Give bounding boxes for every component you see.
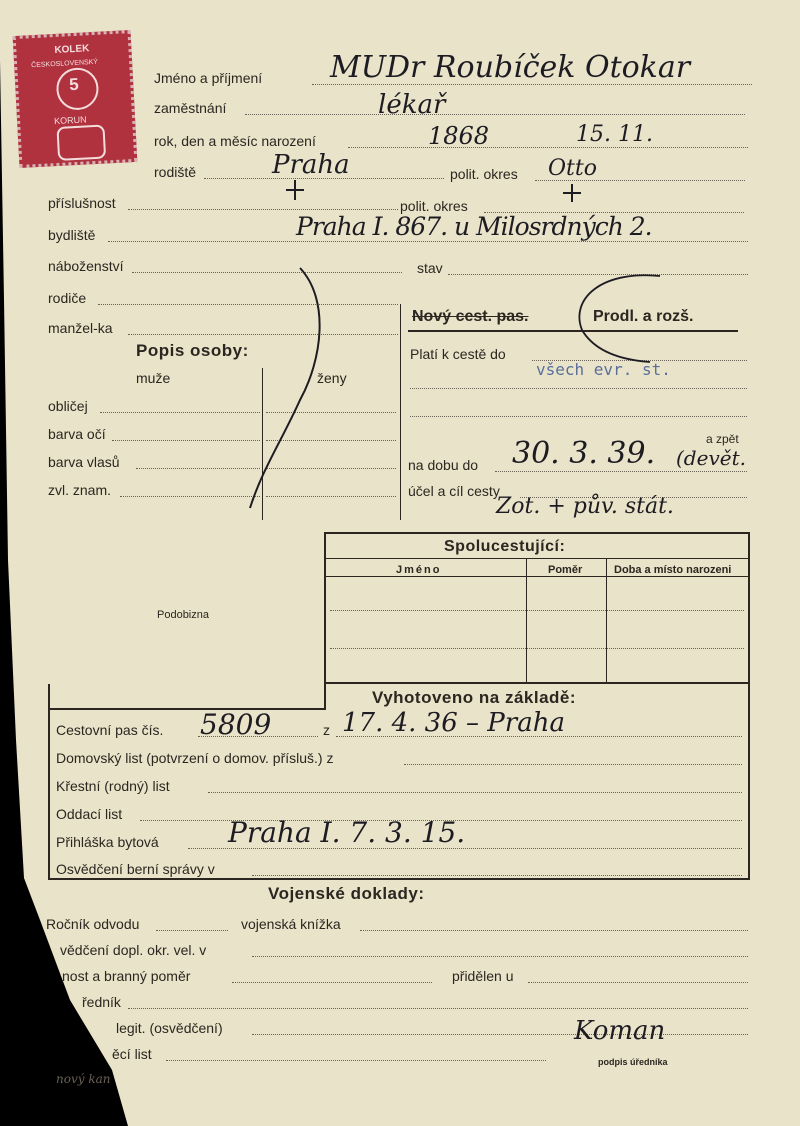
label-cestovni-pas: Cestovní pas čís. xyxy=(56,722,164,738)
line-oblicej xyxy=(100,412,260,413)
label-ucel: účel a cíl cesty xyxy=(408,483,500,499)
table-col-div-2 xyxy=(606,558,607,682)
line-prislusnost xyxy=(128,209,398,210)
label-legit: legit. (osvědčení) xyxy=(116,1020,223,1036)
label-z: z xyxy=(323,722,330,738)
hw-purpose: Zot. + pův. stát. xyxy=(496,494,674,519)
line-osv-dopl xyxy=(252,956,748,957)
line-domovsky xyxy=(404,764,742,765)
label-polit-okres: polit. okres xyxy=(450,166,518,182)
label-plati: Platí k cestě do xyxy=(410,346,506,362)
hw-signature: Koman xyxy=(574,1016,666,1046)
label-pridelen: přidělen u xyxy=(452,968,514,984)
label-vojenska-knizka: vojenská knížka xyxy=(241,916,341,932)
stamp-top-text: KOLEK xyxy=(54,43,90,57)
label-polit-okres2: polit. okres xyxy=(400,198,468,214)
hw-district: Otto xyxy=(548,156,597,181)
heading-vojenske: Vojenské doklady: xyxy=(268,884,425,903)
line-zamestnani xyxy=(245,114,745,115)
line-na-dobu xyxy=(495,471,747,472)
line-plati3 xyxy=(410,416,747,417)
vyhotoveno-step xyxy=(324,684,326,710)
lion-emblem-icon xyxy=(56,124,106,160)
vyhotoveno-top-left xyxy=(48,708,324,710)
line-rodice xyxy=(98,304,398,305)
divider-muze-zeny xyxy=(262,368,263,520)
line-zvl-znam xyxy=(120,496,260,497)
label-na-dobu: na dobu do xyxy=(408,457,479,473)
table-row-line-2 xyxy=(330,648,744,649)
label-urednik: ředník xyxy=(82,994,121,1010)
label-prihlaska: Přihláška bytová xyxy=(56,834,159,850)
label-list: ěcí list xyxy=(112,1046,152,1062)
label-branny: nost a branný poměr xyxy=(62,968,191,984)
line-oblicej-zeny xyxy=(266,412,396,413)
table-rule-1 xyxy=(326,558,748,559)
label-rodiste: rodiště xyxy=(154,164,197,180)
line-osvedceni xyxy=(252,875,742,876)
label-azpet: a zpět xyxy=(706,432,739,446)
hw-year: 1868 xyxy=(428,122,490,150)
line-krestni xyxy=(208,792,742,793)
label-narozeni: rok, den a měsíc narození xyxy=(154,133,316,149)
heading-popis-osoby: Popis osoby: xyxy=(136,341,249,360)
hw-birthplace: Praha xyxy=(272,150,350,180)
hw-return-note: (devět. xyxy=(676,446,746,470)
hw-domicile: Praha I. 867. u Milosrdných 2. xyxy=(296,212,652,241)
col-jmeno: Jméno xyxy=(396,564,442,576)
hw-prihlaska: Praha I. 7. 3. 15. xyxy=(228,816,466,849)
label-rodice: rodiče xyxy=(48,290,87,306)
line-pridelen xyxy=(528,982,748,983)
table-rule-2 xyxy=(326,576,748,577)
label-osvedceni: Osvědčení berní správy v xyxy=(56,861,215,877)
line-narozeni xyxy=(348,147,748,148)
label-zamestnani: zaměstnání xyxy=(154,100,227,116)
hw-pas-date: 17. 4. 36 – Praha xyxy=(342,708,565,738)
label-krestni: Křestní (rodný) list xyxy=(56,778,170,794)
col-pomer: Poměr xyxy=(548,564,583,576)
label-osv-dopl: vědčení dopl. okr. vel. v xyxy=(60,942,207,958)
revenue-stamp xyxy=(13,30,138,168)
spolucestujici-table xyxy=(324,532,750,684)
label-oddaci: Oddací list xyxy=(56,806,123,822)
label-zvl-znam: zvl. znam. xyxy=(48,482,112,498)
label-barva-oci: barva očí xyxy=(48,426,106,442)
line-branny xyxy=(232,982,432,983)
label-bydliste: bydliště xyxy=(48,227,96,243)
line-urednik xyxy=(128,1008,748,1009)
line-barva-oci-zeny xyxy=(266,440,396,441)
hw-job: lékař xyxy=(378,90,446,120)
line-plati2 xyxy=(410,388,747,389)
line-barva-vlasu-zeny xyxy=(266,468,396,469)
line-zvl-znam-zeny xyxy=(266,496,396,497)
label-prodl: Prodl. a rozš. xyxy=(593,308,694,325)
stamp-destination: všech evr. st. xyxy=(536,360,671,379)
label-podobizna: Podobizna xyxy=(157,609,209,621)
hw-pas-num: 5809 xyxy=(200,708,272,741)
stamp-sub-text: ČESKOSLOVENSKÝ xyxy=(31,58,99,70)
label-rocnik: Ročník odvodu xyxy=(46,916,140,932)
line-barva-vlasu xyxy=(136,468,260,469)
label-muze: muže xyxy=(136,370,171,386)
rule-novy-pas xyxy=(408,330,738,332)
heading-vyhotoveno: Vyhotoveno na základě: xyxy=(372,688,577,707)
stamp-currency: KORUN xyxy=(53,114,87,127)
hw-name: MUDr Roubíček Otokar xyxy=(330,50,691,85)
line-stav xyxy=(448,274,748,275)
label-barva-vlasu: barva vlasů xyxy=(48,454,120,470)
line-bydliste xyxy=(108,241,748,242)
line-rocnik xyxy=(156,930,228,931)
col-doba: Doba a místo narozeni xyxy=(614,564,732,576)
table-row-line-1 xyxy=(330,610,744,611)
line-manzel xyxy=(128,334,398,335)
hw-margin-note: nový kan xyxy=(56,1072,111,1086)
label-podpis: podpis úředníka xyxy=(598,1057,668,1067)
label-jmeno: Jméno a příjmení xyxy=(154,70,263,86)
line-legit xyxy=(252,1034,748,1035)
hw-valid-until: 30. 3. 39. xyxy=(512,436,656,471)
stamp-value: 5 xyxy=(68,74,80,95)
divider-vertical-right xyxy=(400,304,401,520)
hw-date: 15. 11. xyxy=(576,122,653,147)
label-prislusnost: příslušnost xyxy=(48,195,116,211)
label-novy-pas: Nový cest. pas. xyxy=(412,308,529,325)
line-vojenska-knizka xyxy=(360,930,748,931)
label-stav: stav xyxy=(417,260,443,276)
line-nabozenstvi xyxy=(132,272,402,273)
heading-spolucestujici: Spolucestující: xyxy=(444,538,566,555)
table-col-div-1 xyxy=(526,558,527,682)
line-barva-oci xyxy=(112,440,260,441)
line-list xyxy=(166,1060,546,1061)
label-nabozenstvi: náboženství xyxy=(48,258,124,274)
label-oblicej: obličej xyxy=(48,398,88,414)
label-zeny: ženy xyxy=(317,370,347,386)
label-domovsky: Domovský list (potvrzení o domov. přísluš.) z xyxy=(56,750,334,766)
label-manzel: manžel-ka xyxy=(48,320,113,336)
